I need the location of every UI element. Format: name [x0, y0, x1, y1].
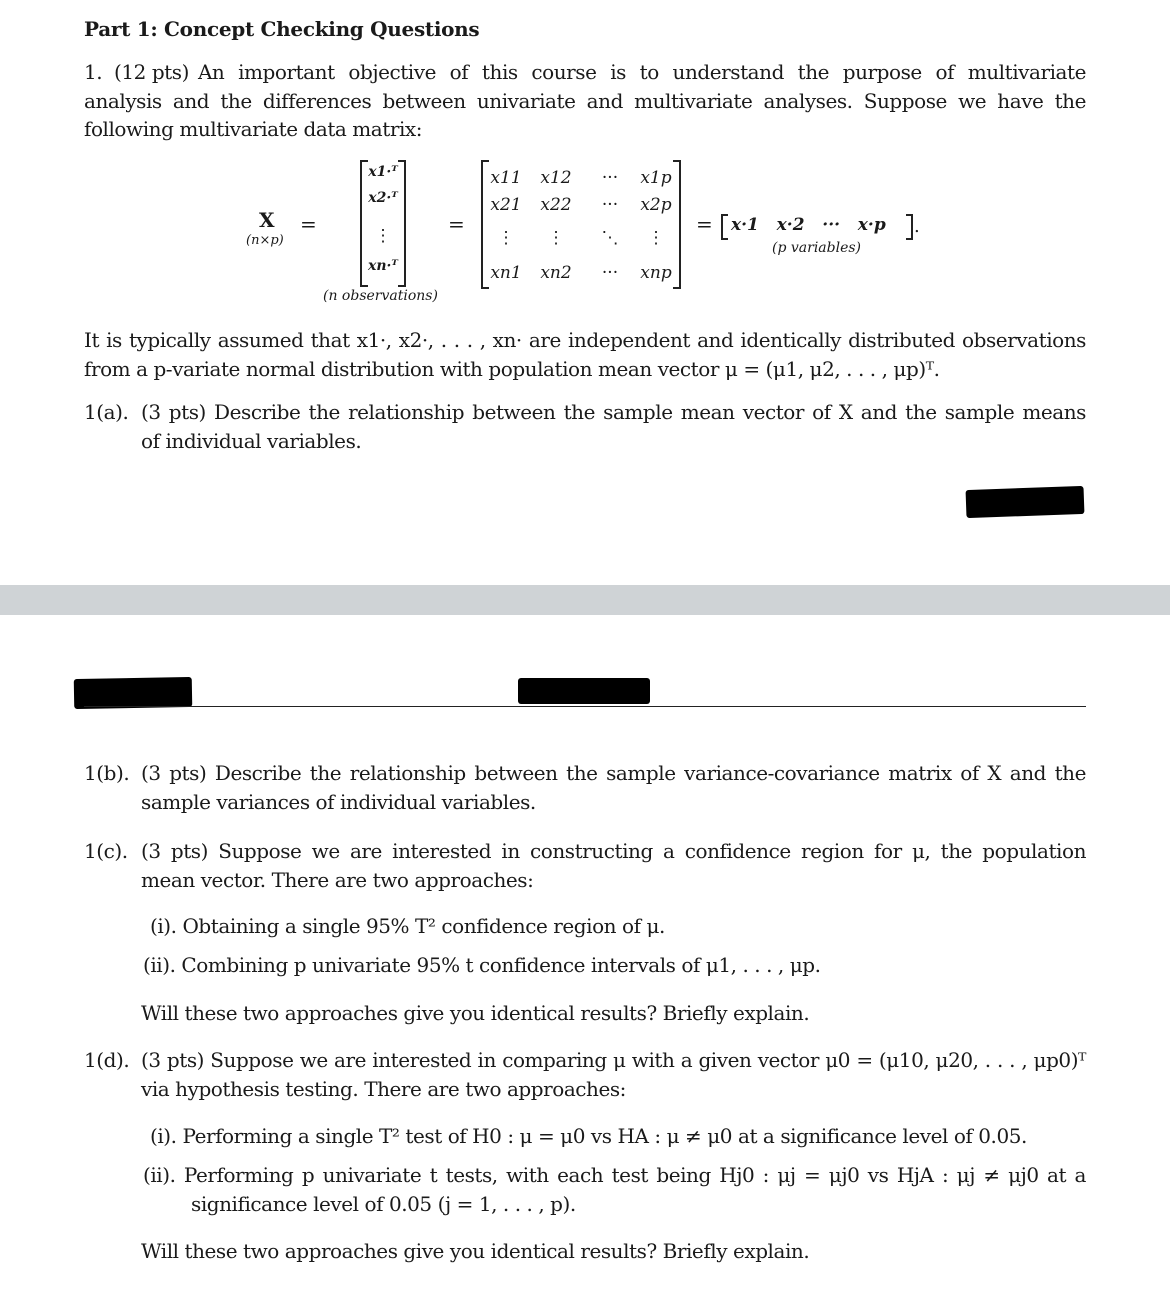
- matrix-cell: ⋮: [647, 228, 665, 248]
- question-1d-label: 1(d).: [84, 1048, 130, 1072]
- matrix-cell: xn2: [540, 263, 572, 283]
- matrix-cell: x11: [490, 168, 522, 188]
- column-vectors: x·1 x·2 ··· x·p: [731, 215, 886, 235]
- row-vector-1: x1·ᵀ: [368, 164, 398, 180]
- matrix-cell: ⋱: [601, 228, 619, 248]
- question-1-line-2: analysis and the differences between univariate and multivariate analyses. Suppose we have the: [84, 88, 1086, 113]
- question-1d-option-i: (i). Performing a single T² test of H0 : μ = μ0 vs HA : μ ≠ μ0 at a significance level of 0.05.: [150, 1124, 1027, 1148]
- question-1d-line-1: (3 pts) Suppose we are interested in comparing μ with a given vector μ0 = (μ10, μ20, . . . , μp0)ᵀ: [141, 1048, 1086, 1072]
- matrix-cell: ⋮: [497, 228, 515, 248]
- equals-sign-3: =: [696, 212, 713, 236]
- redaction-mark: [74, 677, 193, 709]
- matrix-cell: xnp: [640, 263, 672, 283]
- matrix-cell: ···: [601, 263, 619, 283]
- question-1b-line-1: (3 pts) Describe the relationship between the sample variance-covariance matrix of X and the: [141, 761, 1086, 785]
- equals-sign-2: =: [448, 212, 465, 236]
- question-1-intro: [84, 58, 1086, 144]
- question-1c: [84, 837, 1086, 894]
- assumption-paragraph: [84, 326, 1086, 383]
- period: .: [914, 216, 920, 237]
- question-1-line-1: An important objective of this course is to understand the purpose of multivariate: [197, 60, 1086, 84]
- assumption-line-2: from a p-variate normal distribution with population mean vector μ = (μ1, μ2, . . . , μp)ᵀ.: [84, 356, 940, 381]
- matrix-cell: x22: [540, 195, 572, 215]
- matrix-cell: x1p: [640, 168, 672, 188]
- question-1-points: (12 pts): [114, 60, 189, 84]
- row-vector-2: x2·ᵀ: [368, 190, 398, 206]
- matrix-cell: x12: [540, 168, 572, 188]
- question-1a-label: 1(a).: [84, 400, 129, 424]
- redaction-mark: [518, 678, 650, 704]
- question-1-line-3: following multivariate data matrix:: [84, 117, 423, 141]
- question-1-number: 1.: [84, 60, 103, 84]
- redaction-mark: [966, 486, 1085, 518]
- page-title: Part 1: Concept Checking Questions: [84, 17, 480, 41]
- assumption-line-1: It is typically assumed that x1·, x2·, . . . , xn· are independent and identically distributed observations: [84, 328, 1086, 352]
- matrix-cell: ⋮: [547, 228, 565, 248]
- question-1d-option-ii: [143, 1161, 1086, 1218]
- question-1d-ask: Will these two approaches give you identical results? Briefly explain.: [141, 1239, 810, 1263]
- matrix-cell: ···: [601, 195, 619, 215]
- question-1c-option-i: (i). Obtaining a single 95% T² confidence region of μ.: [150, 914, 665, 938]
- question-1a-line-1: (3 pts) Describe the relationship between the sample mean vector of X and the sample means: [141, 400, 1086, 424]
- row-vector-n: xn·ᵀ: [368, 258, 398, 274]
- variables-label: (p variables): [772, 240, 862, 256]
- question-1c-line-1: (3 pts) Suppose we are interested in constructing a confidence region for μ, the population: [141, 839, 1086, 863]
- answer-line: [84, 706, 1086, 707]
- question-1a-line-2: of individual variables.: [141, 428, 362, 453]
- matrix-cell: x2p: [640, 195, 672, 215]
- matrix-dimension: (n×p): [246, 233, 284, 248]
- question-1d: [84, 1046, 1086, 1103]
- matrix-cell: ···: [601, 168, 619, 188]
- matrix-cell: x21: [490, 195, 522, 215]
- data-matrix-equation: [0, 150, 1170, 310]
- equals-sign-1: =: [300, 212, 317, 236]
- question-1d-option-ii-line-1: (ii). Performing p univariate t tests, with each test being Hj0 : μj = μj0 vs HjA : μj ≠ μj0 at a: [143, 1163, 1086, 1187]
- question-1b-line-2: sample variances of individual variables.: [141, 789, 536, 814]
- question-1c-ask: Will these two approaches give you identical results? Briefly explain.: [141, 1001, 810, 1025]
- question-1b: [84, 759, 1086, 816]
- question-1d-option-ii-line-2: significance level of 0.05 (j = 1, . . . , p).: [191, 1191, 576, 1216]
- row-vector-ellipsis: ⋮: [374, 226, 392, 246]
- page-break-band: [0, 585, 1170, 615]
- question-1a: [84, 398, 1086, 455]
- question-1d-line-2: via hypothesis testing. There are two approaches:: [141, 1076, 626, 1101]
- matrix-cell: xn1: [490, 263, 522, 283]
- observations-label: (n observations): [323, 288, 438, 304]
- matrix-x-symbol: X: [259, 208, 275, 232]
- question-1b-label: 1(b).: [84, 761, 130, 785]
- question-1c-option-ii: (ii). Combining p univariate 95% t confidence intervals of μ1, . . . , μp.: [143, 953, 821, 977]
- question-1c-label: 1(c).: [84, 839, 128, 863]
- question-1c-line-2: mean vector. There are two approaches:: [141, 867, 534, 892]
